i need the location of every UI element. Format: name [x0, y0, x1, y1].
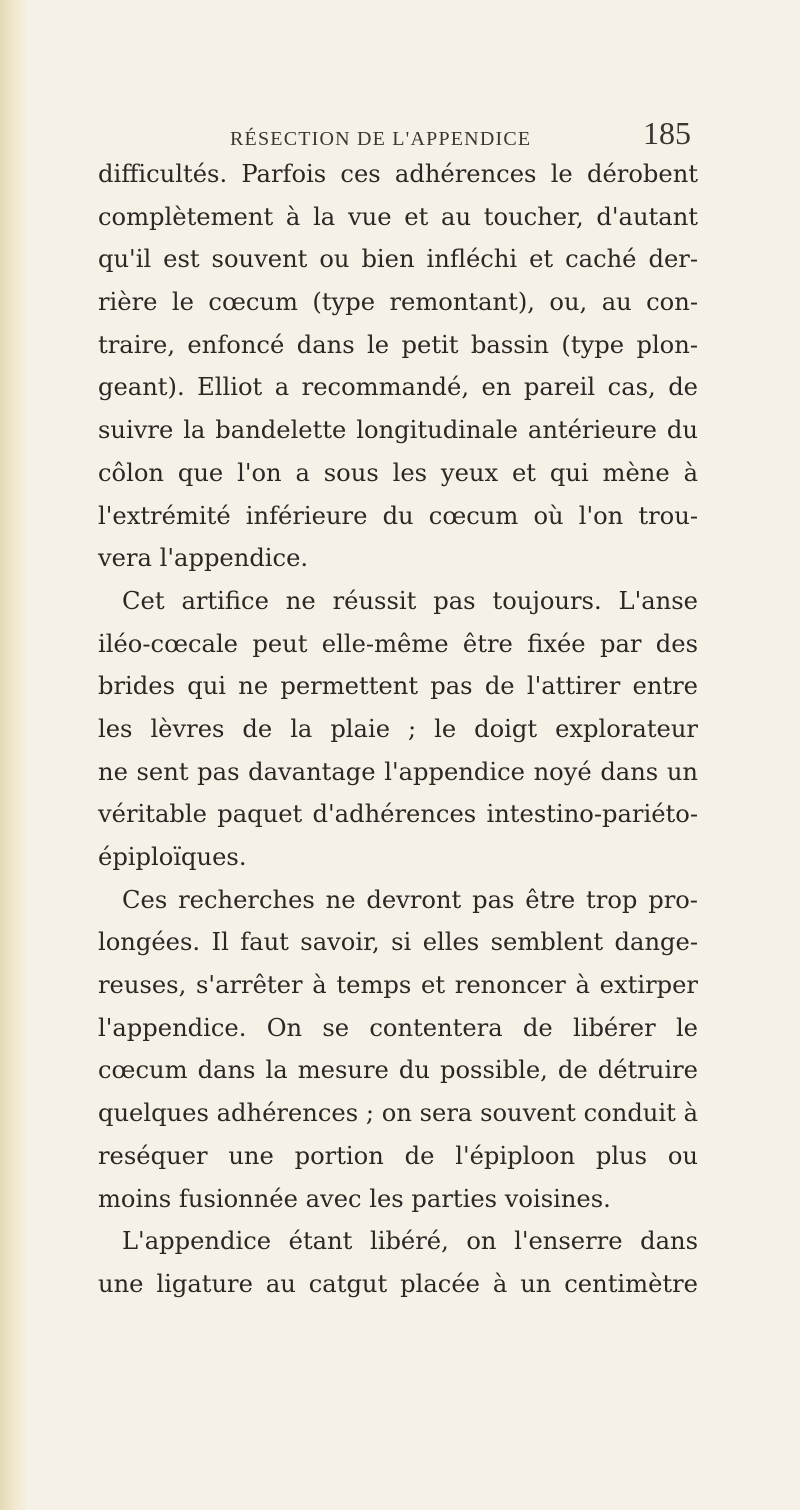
text-line: l'extrémité inférieure du cœcum où l'on trou- [98, 501, 698, 530]
running-title: RÉSECTION DE L'APPENDICE [230, 128, 532, 150]
text-line: complètement à la vue et au toucher, d'autant [98, 202, 698, 231]
text-line: qu'il est souvent ou bien infléchi et caché der- [98, 245, 698, 274]
text-line: l'appendice. On se contentera de libérer le [98, 1013, 698, 1042]
text-line: côlon que l'on a sous les yeux et qui mène à [98, 458, 698, 487]
text-line: geant). Elliot a recommandé, en pareil cas, de [98, 373, 698, 402]
text-line: les lèvres de la plaie ; le doigt explorateur [98, 714, 698, 743]
text-line: longées. Il faut savoir, si elles semblent dange- [98, 928, 698, 957]
text-line: véritable paquet d'adhérences intestino-pariéto- [98, 800, 698, 829]
text-line: suivre la bandelette longitudinale antérieure du [98, 416, 698, 445]
text-line: reuses, s'arrêter à temps et renoncer à extirper [98, 971, 698, 1000]
page-edge-shadow [0, 0, 28, 1510]
body-text [98, 153, 698, 1306]
text-line: ne sent pas davantage l'appendice noyé dans un [98, 757, 698, 786]
page-number: 185 [643, 115, 691, 151]
text-line: difficultés. Parfois ces adhérences le dérobent [98, 160, 698, 188]
text-line: reséquer une portion de l'épiploon plus ou [98, 1141, 698, 1170]
text-line: traire, enfoncé dans le petit bassin (type plon- [98, 330, 698, 359]
text-line: quelques adhérences ; on sera souvent conduit à [98, 1099, 698, 1128]
text-line: épiploïques. [98, 843, 247, 871]
text-line: vera l'appendice. [98, 544, 309, 573]
text-line: moins fusionnée avec les parties voisines. [98, 1184, 611, 1213]
text-line: une ligature au catgut placée à un centimètre [98, 1269, 698, 1298]
text-line: iléo-cœcale peut elle-même être fixée par des [98, 629, 698, 658]
text-line: rière le cœcum (type remontant), ou, au con- [98, 288, 698, 317]
text-line: cœcum dans la mesure du possible, de détruire [98, 1056, 698, 1085]
text-line: Ces recherches ne devront pas être trop pro- [122, 885, 698, 914]
text-line: brides qui ne permettent pas de l'attirer entre [98, 672, 698, 701]
text-line: L'appendice étant libéré, on l'enserre dans [122, 1227, 698, 1256]
text-line: Cet artifice ne réussit pas toujours. L'anse [122, 586, 698, 615]
